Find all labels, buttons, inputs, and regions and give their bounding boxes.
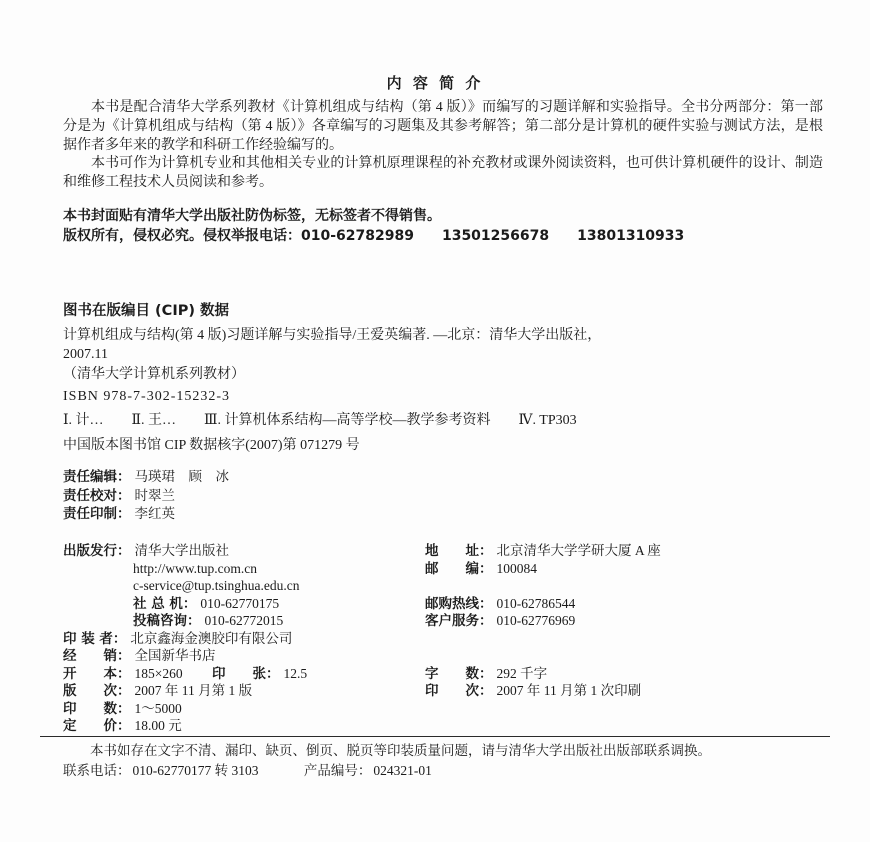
colophon-row-price [63,717,840,735]
copyright-notice: 版权所有，侵权必究。侵权举报电话：010-62782989 13501256678 13801310933 [63,228,685,244]
cip-heading: 图书在版编目 (CIP) 数据 [63,303,230,319]
colophon-label: 投稿咨询： [133,613,201,629]
intro-section-title: 内 容 简 介 [386,74,484,92]
product-number-label: 产品编号： [303,763,372,778]
cip-isbn-line: ISBN 978-7-302-15232-3 [63,389,231,404]
colophon-row-website [63,560,840,578]
cip-series-line: （清华大学计算机系列教材） [63,367,245,382]
colophon-label: 定 价： [63,718,131,734]
colophon-row-distributor [63,647,840,665]
colophon-right-cell [425,612,575,631]
colophon-label: 社 总 机： [133,595,197,612]
cip-record-number-line: 中国版本图书馆 CIP 数据核字(2007)第 071279 号 [63,438,360,453]
colophon-value: 010-62776969 [496,613,576,628]
colophon-right-cell [425,682,641,701]
colophon-value: 18.00 元 [134,718,182,733]
staff-value: 马瑛珺 顾 冰 [134,469,229,484]
colophon-label: 出版发行： [63,543,131,559]
intro-paragraph-2: 本书可作为计算机专业和其他相关专业的计算机原理课程的补充教材或课外阅读资料，也可供计算机硬件的设计、制造和维修工程技术人员阅读和参考。 [63,156,823,190]
staff-label: 责任编辑： [63,469,131,485]
staff-value: 李红英 [134,506,175,521]
cip-classification-line: Ⅰ. 计… Ⅱ. 王… Ⅲ. 计算机体系结构—高等学校—教学参考资料 Ⅳ. TP303 [63,413,577,428]
colophon-value: 12.5 [283,665,308,681]
staff-row-editor [63,468,823,487]
footer-contact-line [40,761,830,781]
colophon-value: 北京鑫海金澳胶印有限公司 [130,630,293,646]
colophon-row-email [63,577,840,595]
contact-phone-value: 010-62770177 转 3103 [132,763,259,778]
colophon-label: 印 数： [63,700,131,717]
staff-label: 责任校对： [63,487,131,504]
colophon-right-cell [425,560,537,579]
contact-phone-label: 联系电话： [63,763,131,778]
colophon-value: 2007 年 11 月第 1 版 [134,683,253,698]
colophon-row-submission [63,612,840,630]
colophon-value: 292 千字 [496,665,548,681]
intro-paragraph-1: 本书是配合清华大学系列教材《计算机组成与结构（第 4 版）》而编写的习题详解和实验指导。全书分两部分：第一部分是为《计算机组成与结构（第 4 版）》各章编写的习题集及其参考解答；第二部分是计算机的硬件实验与测试方法，是根据作者多年来的教学和科研工作经验编写的。 [63,100,823,153]
staff-value: 时翠兰 [134,487,175,503]
colophon-label: 印 装 者： [63,630,127,647]
colophon-right-cell [425,665,547,684]
colophon-value: 010-62786544 [496,595,576,611]
colophon-label: 经 销： [63,648,131,664]
colophon-label: 开 本： [63,665,131,682]
staff-row-proofreader [63,487,823,506]
colophon-label: 地 址： [425,543,493,559]
colophon-right-cell [425,595,575,614]
colophon-value: 全国新华书店 [134,648,216,663]
staff-row-printing-supervisor [63,505,823,524]
colophon-row-print-run [63,700,840,718]
colophon-value: 185×260 [134,665,183,681]
colophon-value: 清华大学出版社 [134,543,229,558]
publisher-website: http://www.tup.com.cn [133,560,257,576]
colophon-value: 2007 年 11 月第 1 次印刷 [496,683,642,698]
colophon-value: 100084 [496,560,537,576]
colophon-section [63,542,840,735]
colophon-value: 北京清华大学学研大厦 A 座 [496,543,661,558]
colophon-label: 印 张： [212,665,280,682]
colophon-row-edition [63,682,840,700]
staff-section [63,468,823,524]
cip-year-line: 2007.11 [63,347,108,362]
colophon-label: 版 次： [63,683,131,699]
colophon-label: 邮 编： [425,560,493,577]
colophon-row-switchboard [63,595,840,613]
colophon-row-format [63,665,840,683]
footer-section [40,736,830,781]
staff-label: 责任印制： [63,506,131,522]
print-quality-notice: 本书如存在文字不清、漏印、缺页、倒页、脱页等印装质量问题，请与清华大学出版社出版部联系调换。 [90,743,711,758]
colophon-value: 1～5000 [134,700,182,716]
colophon-value: 010-62770175 [200,595,280,611]
colophon-label: 字 数： [425,665,493,682]
cip-title-line: 计算机组成与结构(第 4 版)习题详解与实验指导/王爱英编著. —北京：清华大学出版社， [63,328,602,343]
colophon-label: 印 次： [425,683,493,699]
colophon-label: 客户服务： [425,613,493,629]
publisher-email: c-service@tup.tsinghua.edu.cn [133,578,300,593]
colophon-right-cell [425,542,661,561]
colophon-row-printer [63,630,840,648]
colophon-value: 010-62772015 [204,613,284,628]
product-number-value: 024321-01 [373,763,432,778]
colophon-row-publisher [63,542,840,560]
colophon-label: 邮购热线： [425,595,493,612]
anti-counterfeit-notice: 本书封面贴有清华大学出版社防伪标签，无标签者不得销售。 [63,208,441,224]
